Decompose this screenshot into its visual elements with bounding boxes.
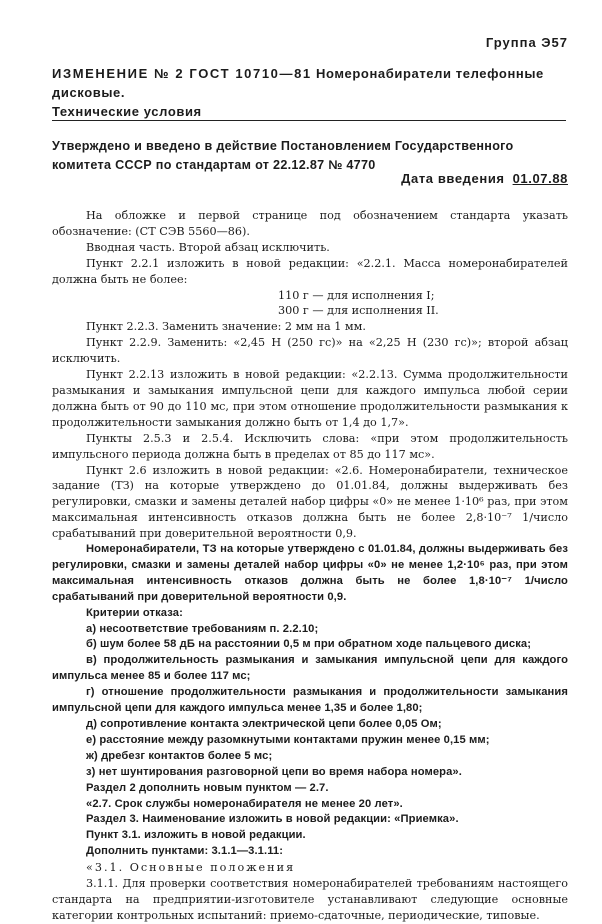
paragraph: Пункт 3.1. изложить в новой редакции.	[86, 829, 306, 842]
paragraph: Раздел 3. Наименование изложить в новой редакции: «Приемка».	[86, 813, 459, 826]
list-item: а) несоответствие требованиям п. 2.2.10;	[86, 622, 319, 635]
divider-rule	[52, 120, 566, 121]
paragraph: Критерии отказа:	[86, 606, 183, 619]
paragraph: Пункт 2.2.1 изложить в новой редакции: «2.2.1. Масса номеронабирателей должна быть не более:	[52, 256, 568, 286]
list-item: г) отношение продолжительности размыкания и продолжительности замыкания импульсной цепи для каждого импульса менее 1,35 и более 1,80;	[52, 686, 568, 715]
paragraph: Пункт 2.6 изложить в новой редакции: «2.6. Номеронабиратели, техническое задание (ТЗ) на которые утверждено до 01.01.84, должны выдерживать без регулировки, смазки и замены деталей набор цифры «0» не менее 1·10⁶ раз, при этом максимальная интенсивность отказов должна быть не более 2,8·10⁻⁷ 1/число срабатываний при доверительной вероятности 0,9.	[52, 463, 568, 541]
list-item: д) сопротивление контакта электрической цепи более 0,05 Ом;	[86, 718, 442, 730]
paragraph: На обложке и первой странице под обозначением стандарта указать обозначение: (СТ СЭВ 5560—86).	[52, 209, 568, 238]
title-line-2: Технические условия	[52, 104, 202, 119]
paragraph: Вводная часть. Второй абзац исключить.	[86, 240, 330, 254]
effective-date-value: 01.07.88	[512, 171, 568, 186]
paragraph: Номеронабиратели, ТЗ на которые утверждено с 01.01.84, должны выдерживать без регулировки, смазки и замены деталей набор цифры «0» не менее 1,2·10⁶ раз, при этом максимальная интенсивность отказов должна быть не более 1,8·10⁻⁷ 1/число срабатываний при доверительной вероятности 0,9.	[52, 543, 568, 603]
paragraph: Раздел 2 дополнить новым пунктом — 2.7.	[86, 781, 329, 794]
document-title	[52, 64, 572, 121]
paragraph: «2.7. Срок службы номеронабирателя не менее 20 лет».	[86, 797, 403, 810]
list-item: в) продолжительность размыкания и замыкания импульсной цепи для каждого импульса менее 85 и более 117 мс;	[52, 654, 568, 683]
paragraph: 3.1.1. Для проверки соответствия номеронабирателей требованиям настоящего стандарта на предприятии-изготовителе устанавливают следующие основные категории контрольных испытаний: приемо-сдаточные, периодические, типовые.	[52, 877, 568, 922]
paragraph: Пункт 2.2.3. Заменить значение: 2 мм на 1 мм.	[86, 320, 366, 334]
paragraph: 110 г — для исполнения I;	[278, 288, 435, 302]
title-change-number: ИЗМЕНЕНИЕ № 2 ГОСТ 10710—81	[52, 66, 312, 81]
section-heading: «3.1. Основные положения	[86, 861, 296, 875]
title-subject: Номеронабиратели телефонные дисковые.	[52, 66, 544, 100]
paragraph: Дополнить пунктами: 3.1.1—3.1.11:	[86, 845, 284, 858]
list-item: е) расстояние между разомкнутыми контактами пружин менее 0,15 мм;	[86, 733, 490, 746]
paragraph: Пункты 2.5.3 и 2.5.4. Исключить слова: «при этом продолжительность импульсного периода должна быть в пределах от 85 до 117 мс».	[52, 431, 568, 461]
paragraph: 300 г — для исполнения II.	[278, 304, 439, 318]
list-item: ж) дребезг контактов более 5 мс;	[86, 749, 273, 762]
paragraph: Пункт 2.2.9. Заменить: «2,45 Н (250 гс)» на «2,25 Н (230 гс)»; второй абзац исключить.	[52, 336, 568, 366]
document-body	[52, 208, 568, 924]
effective-date-label: Дата введения	[401, 171, 505, 186]
group-code: Группа Э57	[485, 35, 568, 50]
approval-statement: Утверждено и введено в действие Постановлением Государственного комитета СССР по стандартам от 22.12.87 № 4770	[52, 139, 514, 172]
list-item: б) шум более 58 дБ на расстоянии 0,5 м при обратном ходе пальцевого диска;	[86, 638, 532, 651]
list-item: з) нет шунтирования разговорной цепи во время набора номера».	[86, 765, 462, 778]
paragraph: Пункт 2.2.13 изложить в новой редакции: «2.2.13. Сумма продолжительности размыкания и замыкания импульсной цепи для каждого импульса любой серии должна быть от 90 до 110 мс, при этом отношение продолжительности размыкания к продолжительности замыкания должно быть от 1,4 до 1,7».	[52, 368, 568, 429]
effective-date	[401, 171, 568, 186]
